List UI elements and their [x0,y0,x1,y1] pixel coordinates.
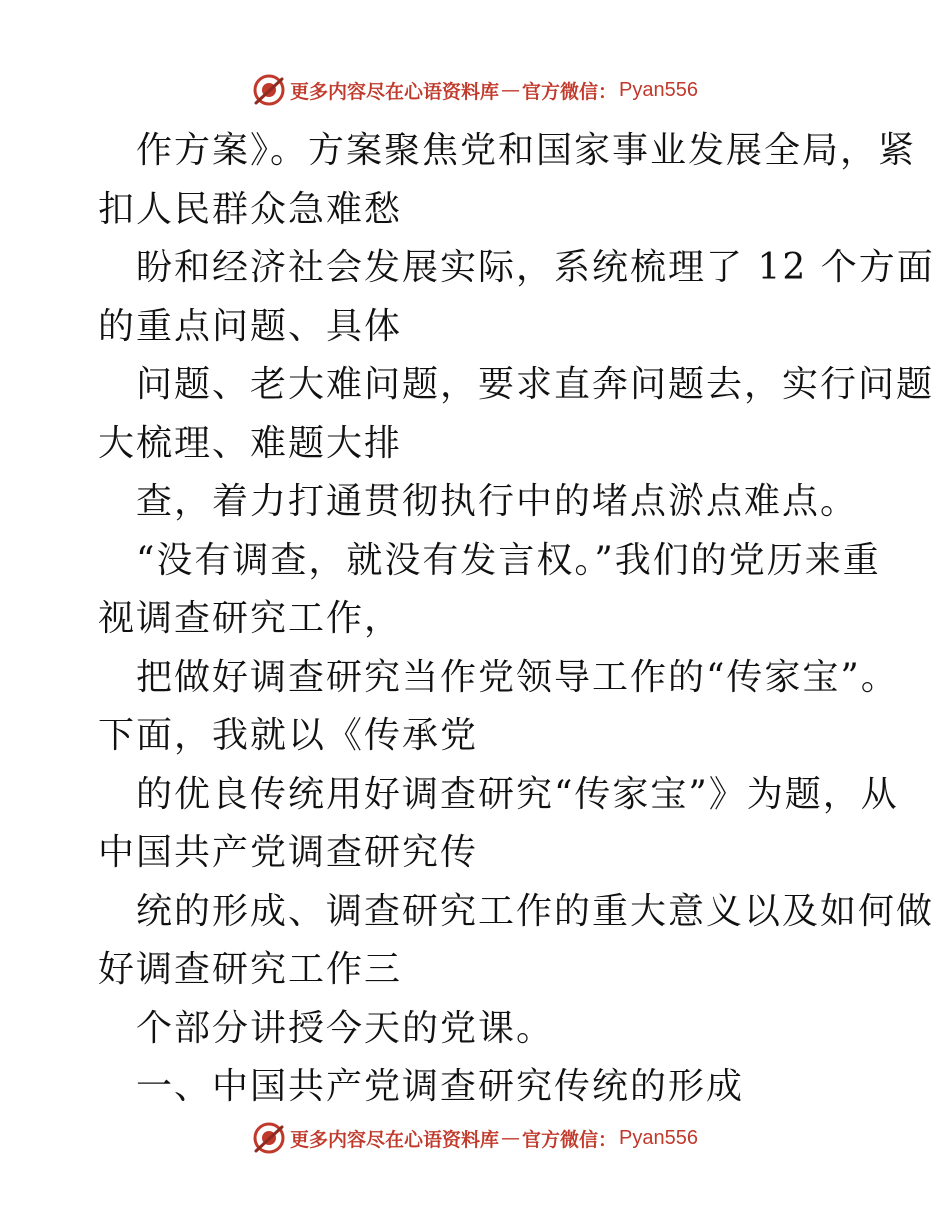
text-line: 问题、老大难问题，要求直奔问题去，实行问题 [136,364,935,405]
document-body [98,122,935,1117]
text-line: 大梳理、难题大排 [98,422,403,464]
banner-wechat-id: Pyan556 [619,78,698,101]
quill-logo-icon [252,73,286,107]
banner-official-label: 官方微信： [522,80,618,103]
footer-banner [0,1118,950,1158]
text-line: “没有调查，就没有发言权。”我们的党历来重 [136,539,881,581]
text-line: 查，着力打通贯彻执行中的堵点淤点难点。 [136,481,859,522]
banner-wechat-id: Pyan556 [619,1126,698,1149]
text-line: 个部分讲授今天的党课。 [136,1007,555,1049]
text-line: 盼和经济社会发展实际，系统梳理了 12 个方面 [136,247,935,288]
text-line: 好调查研究工作三 [98,949,403,990]
text-line: 下面，我就以《传承党 [98,715,479,756]
text-line: 统的形成、调查研究工作的重大意义以及如何做 [136,890,935,932]
header-banner [0,70,950,110]
quill-logo-icon [252,1121,286,1155]
banner-dash: — [501,79,521,101]
banner-slogan: 更多内容尽在心语资料库 [290,80,500,103]
text-line: 作方案》。方案聚焦党和国家事业发展全局，紧 [136,130,917,171]
text-line: 中国共产党调查研究传 [98,832,479,873]
banner-slogan: 更多内容尽在心语资料库 [290,1128,500,1151]
text-line: 的重点问题、具体 [98,305,403,347]
banner-dash: — [501,1127,521,1149]
text-line: 扣人民群众急难愁 [98,188,403,230]
banner-official-label: 官方微信： [522,1128,618,1151]
text-line: 视调查研究工作， [98,598,403,639]
text-line: 的优良传统用好调查研究“传家宝”》为题，从 [136,773,899,815]
section-heading: 一、中国共产党调查研究传统的形成 [136,1066,745,1107]
text-line: 把做好调查研究当作党领导工作的“传家宝”。 [136,656,899,698]
